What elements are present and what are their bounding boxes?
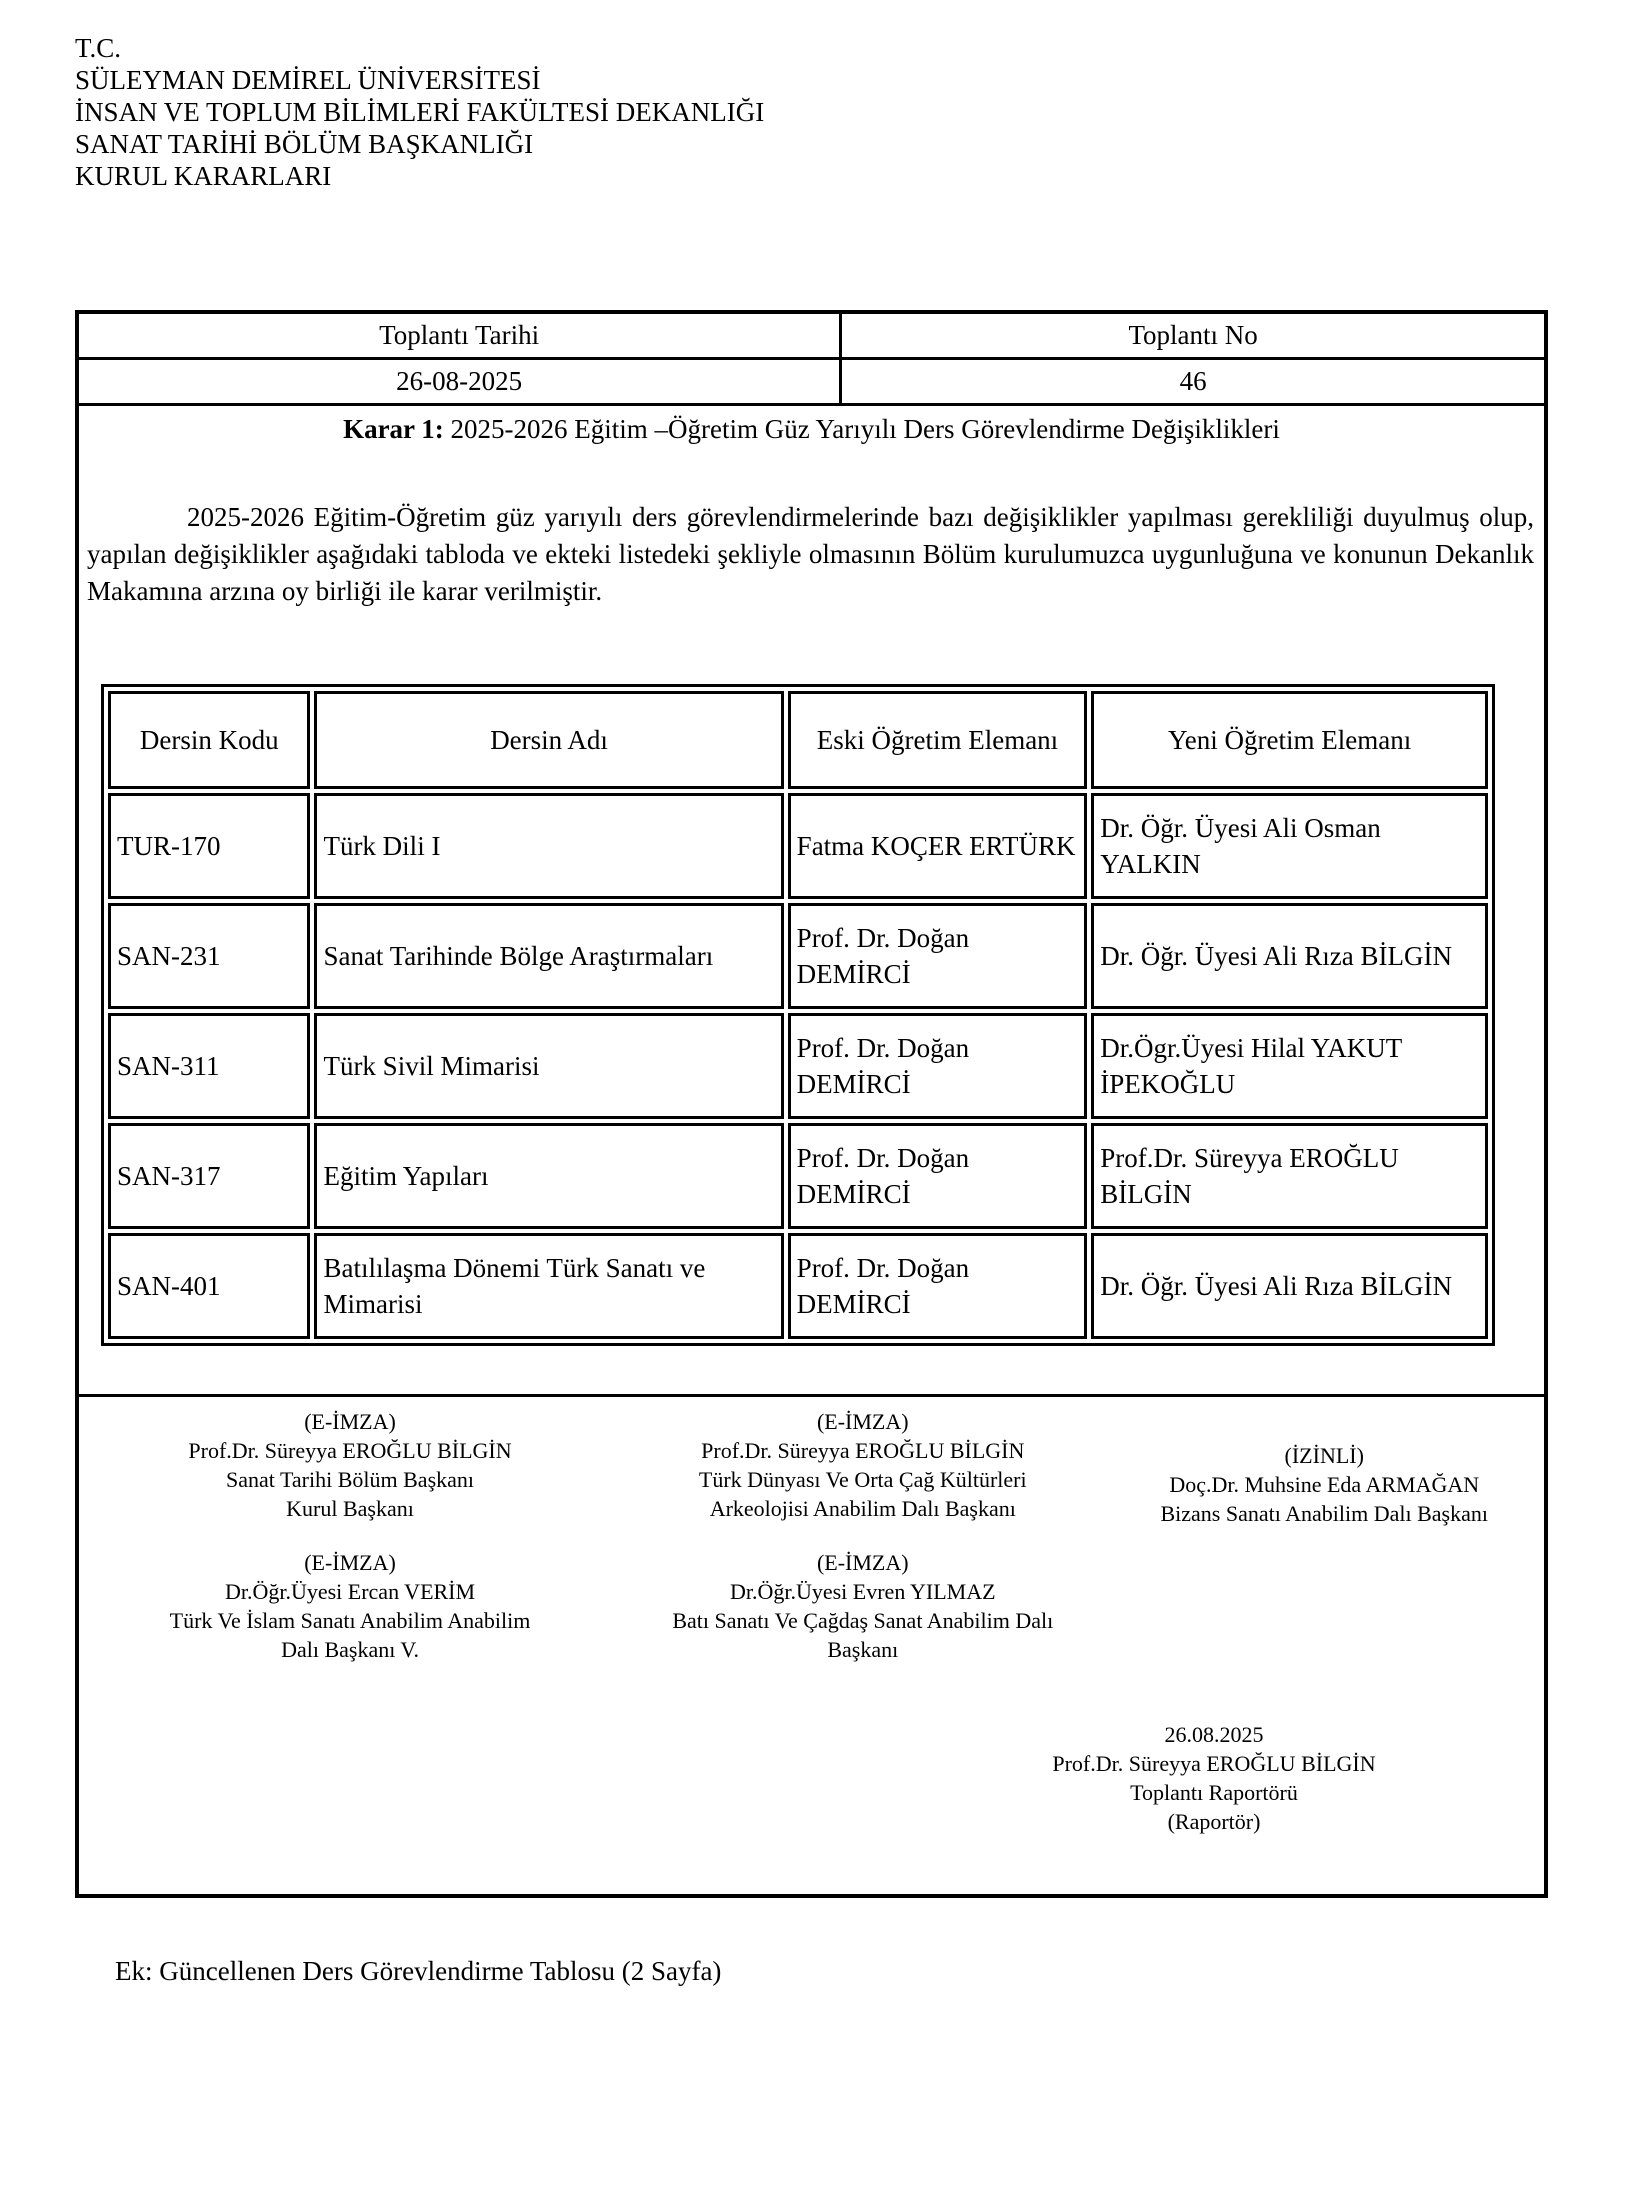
signature-date: 26.08.2025 — [1164, 1722, 1264, 1747]
course-table-header-row — [108, 691, 1488, 789]
decision-title — [79, 406, 1544, 445]
header-course-name: Dersin Adı — [314, 691, 783, 789]
course-name: Türk Dili I — [314, 793, 783, 899]
meeting-no-value: 46 — [842, 360, 1544, 406]
signature-line: Prof.Dr. Süreyya EROĞLU BİLGİN — [701, 1438, 1025, 1463]
new-instructor: Dr.Ögr.Üyesi Hilal YAKUT İPEKOĞLU — [1091, 1013, 1488, 1119]
letterhead-line-faculty: İNSAN VE TOPLUM BİLİMLERİ FAKÜLTESİ DEKANLIĞI — [75, 97, 765, 127]
signature-line: Dr.Öğr.Üyesi Evren YILMAZ — [729, 1579, 996, 1604]
attachment-note: Ek: Güncellenen Ders Görevlendirme Tablosu (2 Sayfa) — [115, 1956, 722, 1986]
course-name: Sanat Tarihinde Bölge Araştırmaları — [314, 903, 783, 1009]
course-name: Eğitim Yapıları — [314, 1123, 783, 1229]
table-row — [108, 1013, 1488, 1119]
meeting-meta-header-row — [79, 314, 1544, 360]
decision-label: Karar 1: — [343, 414, 444, 444]
letterhead-line-department: SANAT TARİHİ BÖLÜM BAŞKANLIĞI — [75, 129, 534, 159]
new-instructor: Dr. Öğr. Üyesi Ali Rıza BİLGİN — [1091, 1233, 1488, 1339]
signature-line: Toplantı Raportörü — [1130, 1780, 1298, 1805]
signature-line: Doç.Dr. Muhsine Eda ARMAĞAN — [1169, 1472, 1480, 1497]
signature-block-byzantine-art — [1104, 1407, 1544, 1528]
course-name: Batılılaşma Dönemi Türk Sanatı ve Mimarisi — [314, 1233, 783, 1339]
signature-line: (Raportör) — [1167, 1809, 1261, 1834]
letterhead-line-tc: T.C. — [75, 33, 121, 63]
signature-block-turkic-world — [621, 1407, 1104, 1528]
signature-line: (E-İMZA) — [816, 1550, 909, 1575]
signature-row-1 — [79, 1407, 1544, 1528]
new-instructor: Dr. Öğr. Üyesi Ali Osman YALKIN — [1091, 793, 1488, 899]
signature-line: Kurul Başkanı — [286, 1496, 414, 1521]
header-course-code: Dersin Kodu — [108, 691, 310, 789]
old-instructor: Prof. Dr. Doğan DEMİRCİ — [788, 1233, 1088, 1339]
course-code: TUR-170 — [108, 793, 310, 899]
meeting-date-value: 26-08-2025 — [79, 360, 842, 406]
signature-line: Prof.Dr. Süreyya EROĞLU BİLGİN — [1052, 1751, 1376, 1776]
old-instructor: Prof. Dr. Doğan DEMİRCİ — [788, 1013, 1088, 1119]
document-page — [0, 32, 1650, 2199]
letterhead-line-university: SÜLEYMAN DEMİREL ÜNİVERSİTESİ — [75, 65, 541, 95]
signature-line: (İZİNLİ) — [1284, 1443, 1364, 1468]
signature-row-2-spacer — [1104, 1548, 1544, 1664]
meeting-meta-value-row — [79, 360, 1544, 406]
signature-line: (E-İMZA) — [816, 1409, 909, 1434]
meeting-no-label: Toplantı No — [842, 314, 1544, 360]
signature-row-2 — [79, 1548, 1544, 1664]
decision-paragraph: 2025-2026 Eğitim-Öğretim güz yarıyılı ders görevlendirmelerinde bazı değişiklikler yapılması gerekliliği duyulmuş olup, yapılan değişiklikler aşağıdaki tabloda ve ekteki listedeki şekliyle olmasının Bölüm kurulumuzca uygunluğuna ve konunun Dekanlık Makamına arzına oy birliği ile karar verilmiştir. — [87, 502, 1534, 606]
signature-line: Dr.Öğr.Üyesi Ercan VERİM — [224, 1579, 476, 1604]
course-change-table — [101, 684, 1495, 1346]
table-row — [108, 903, 1488, 1009]
signature-block-western-art — [621, 1548, 1104, 1664]
letterhead-line-board: KURUL KARARLARI — [75, 161, 332, 191]
signature-line: Başkanı — [827, 1637, 899, 1662]
signature-block-rapporteur — [979, 1720, 1449, 1836]
signature-line: (E-İMZA) — [304, 1550, 396, 1575]
letterhead — [75, 32, 1650, 192]
signature-line: Türk Dünyası Ve Orta Çağ Kültürleri — [698, 1467, 1027, 1492]
new-instructor: Prof.Dr. Süreyya EROĞLU BİLGİN — [1091, 1123, 1488, 1229]
old-instructor: Prof. Dr. Doğan DEMİRCİ — [788, 903, 1088, 1009]
old-instructor: Prof. Dr. Doğan DEMİRCİ — [788, 1123, 1088, 1229]
signature-line: Türk Ve İslam Sanatı Anabilim Anabilim — [169, 1608, 531, 1633]
signature-line: Batı Sanatı Ve Çağdaş Sanat Anabilim Dalı — [672, 1608, 1054, 1633]
course-name: Türk Sivil Mimarisi — [314, 1013, 783, 1119]
signature-line: Arkeolojisi Anabilim Dalı Başkanı — [709, 1496, 1016, 1521]
table-row — [108, 793, 1488, 899]
course-code: SAN-231 — [108, 903, 310, 1009]
signature-line: Sanat Tarihi Bölüm Başkanı — [226, 1467, 475, 1492]
new-instructor: Dr. Öğr. Üyesi Ali Rıza BİLGİN — [1091, 903, 1488, 1009]
table-row — [108, 1233, 1488, 1339]
signature-section — [79, 1394, 1544, 1894]
signature-block-board-chair — [79, 1407, 621, 1528]
signature-block-turkish-islamic-art — [79, 1548, 621, 1664]
header-old-instructor: Eski Öğretim Elemanı — [788, 691, 1088, 789]
course-code: SAN-317 — [108, 1123, 310, 1229]
signature-line: Bizans Sanatı Anabilim Dalı Başkanı — [1160, 1501, 1488, 1526]
signature-line: Dalı Başkanı V. — [281, 1637, 419, 1662]
decision-box — [75, 310, 1548, 1898]
header-new-instructor: Yeni Öğretim Elemanı — [1091, 691, 1488, 789]
meeting-date-label: Toplantı Tarihi — [79, 314, 842, 360]
course-code: SAN-311 — [108, 1013, 310, 1119]
decision-title-text: 2025-2026 Eğitim –Öğretim Güz Yarıyılı Ders Görevlendirme Değişiklikleri — [443, 414, 1280, 444]
old-instructor: Fatma KOÇER ERTÜRK — [788, 793, 1088, 899]
signature-line: (E-İMZA) — [304, 1409, 396, 1434]
signature-line: Prof.Dr. Süreyya EROĞLU BİLGİN — [188, 1438, 512, 1463]
table-row — [108, 1123, 1488, 1229]
course-code: SAN-401 — [108, 1233, 310, 1339]
